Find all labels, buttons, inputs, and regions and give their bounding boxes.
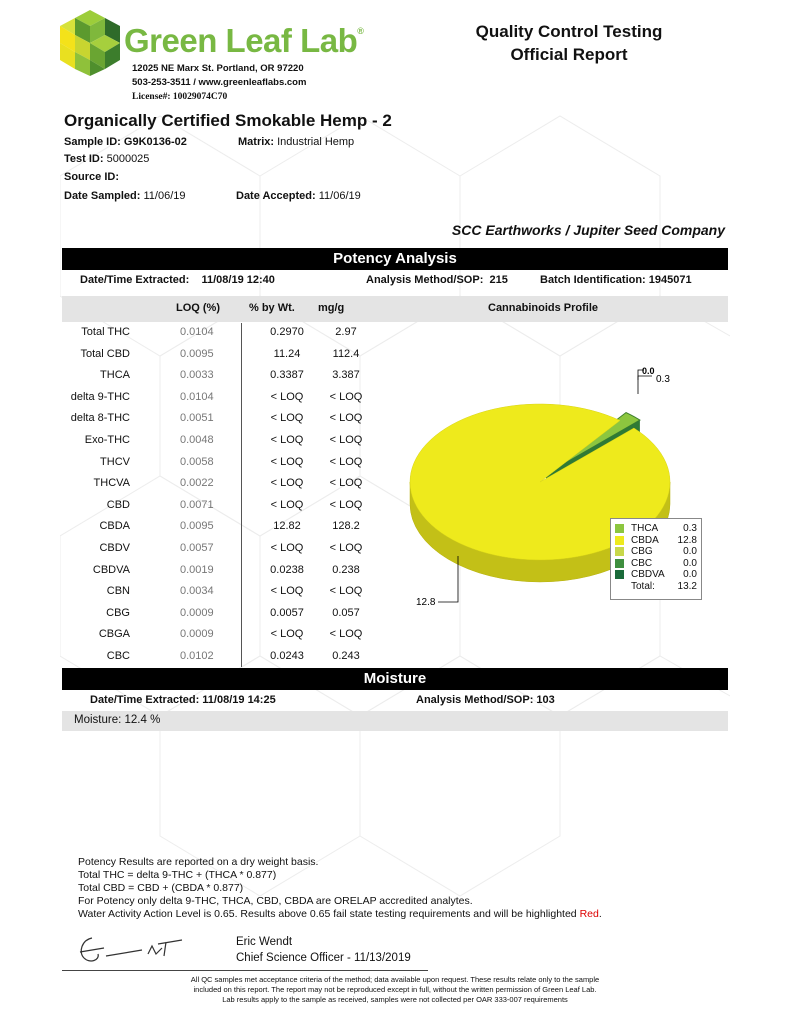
cell-name: THCV (100, 455, 130, 468)
table-row (62, 516, 362, 538)
cell-name: CBDV (99, 542, 130, 554)
date-sampled: Date Sampled: 11/06/19 (64, 190, 186, 202)
cell-mg: 0.057 (332, 606, 360, 619)
lab-address-block (132, 62, 306, 104)
legend-swatch (615, 559, 624, 568)
cell-mg: < LOQ (329, 542, 363, 554)
sample-id: Sample ID: G9K0136-02 (64, 136, 187, 148)
date-accepted: Date Accepted: 11/06/19 (236, 190, 361, 202)
cell-mg: 112.4 (332, 347, 360, 360)
cell-name: CBGA (98, 628, 130, 641)
cell-pct: < LOQ (270, 412, 304, 425)
cell-mg: < LOQ (329, 434, 363, 446)
cell-mg: 3.387 (332, 369, 360, 382)
cell-loq: 0.0071 (180, 498, 214, 511)
cell-name: Total THC (81, 326, 130, 338)
cell-name: CBDVA (92, 563, 130, 576)
cell-mg: < LOQ (329, 390, 363, 403)
cell-mg: 0.243 (332, 650, 360, 662)
legend-label: THCA (631, 523, 659, 534)
lab-contact: 503-253-3511 / www.greenleaflabs.com (132, 77, 307, 88)
legend-swatch (615, 547, 624, 556)
cell-loq: 0.0048 (180, 434, 214, 446)
cell-loq: 0.0057 (180, 542, 214, 554)
cell-pct: < LOQ (270, 542, 304, 554)
legend-value: 0.0 (683, 557, 697, 569)
cell-pct: < LOQ (270, 477, 304, 490)
cell-mg: 0.238 (332, 563, 360, 576)
table-row (62, 344, 362, 366)
moisture-section-header: Moisture (62, 668, 728, 690)
cell-mg: < LOQ (329, 585, 363, 598)
table-row (62, 495, 362, 517)
product-title: Organically Certified Smokable Hemp - 2 (64, 111, 392, 130)
green-leaf-lab-logo-icon (60, 10, 120, 76)
cell-name: CBDA (99, 520, 130, 533)
cell-loq: 0.0022 (180, 477, 214, 490)
thca-leader-line (638, 376, 652, 394)
cell-name: CBG (106, 606, 130, 619)
chart-legend (610, 518, 702, 600)
cell-loq: 0.0033 (180, 369, 214, 382)
table-row (62, 365, 362, 387)
cell-loq: 0.0034 (180, 585, 214, 598)
cell-loq: 0.0051 (180, 412, 214, 425)
moisture-result-row (62, 711, 728, 731)
legend-value: 0.3 (683, 523, 697, 534)
legend-value: 0.0 (683, 569, 697, 580)
thca-slice-label: 0.3 (656, 374, 670, 385)
cell-loq: 0.0019 (180, 563, 214, 576)
cell-pct: < LOQ (270, 585, 304, 598)
table-row (62, 603, 362, 625)
cell-pct: < LOQ (270, 390, 304, 403)
legend-label: CBG (631, 546, 653, 557)
cell-pct: < LOQ (270, 434, 304, 446)
legend-swatch (615, 570, 624, 579)
legend-item (615, 523, 701, 534)
moisture-result: Moisture: 12.4 % (74, 714, 161, 726)
cell-name: CBD (106, 498, 130, 511)
signature-line (62, 970, 428, 971)
table-row (62, 430, 362, 452)
col-mg: mg/g (318, 302, 345, 314)
table-row (62, 452, 362, 474)
cell-name: THCVA (93, 477, 130, 490)
cell-loq: 0.0095 (180, 347, 214, 360)
cell-loq: 0.0102 (180, 650, 214, 662)
moisture-extracted: Date/Time Extracted: 11/08/19 14:25 (90, 694, 276, 706)
cell-loq: 0.0058 (180, 455, 214, 468)
cell-pct: < LOQ (270, 455, 304, 468)
table-row (62, 646, 362, 668)
legend-value: 0.0 (683, 546, 697, 557)
cell-pct: 0.0243 (270, 650, 304, 662)
signer-name: Eric Wendt (236, 936, 293, 948)
report-notes: Potency Results are reported on a dry weight basis. Total THC = delta 9-THC + (THCA * 0.877) Total CBD = CBD + (CBDA * 0.877) For Potency only delta 9-THC, THCA, CBD, CBDA are ORELAP accredited analytes. Water Activity Action Level is 0.65. Results above 0.65 fail state testing requirements and will be highlighted Red. (78, 856, 602, 920)
legend-swatch (615, 524, 624, 533)
cell-name: delta 8-THC (70, 412, 130, 425)
cell-pct: < LOQ (270, 498, 304, 511)
signer-title: Chief Science Officer - 11/13/2019 (236, 952, 411, 964)
lab-address: 12025 NE Marx St. Portland, OR 97220 (132, 63, 304, 74)
signer-block (236, 934, 411, 966)
cell-pct: 0.2970 (270, 326, 304, 338)
cell-name: CBN (106, 585, 130, 598)
cell-loq: 0.0009 (180, 606, 214, 619)
cell-mg: < LOQ (329, 628, 363, 641)
table-row (62, 408, 362, 430)
cell-name: Exo-THC (84, 434, 130, 446)
moisture-method: Analysis Method/SOP: 103 (416, 694, 555, 706)
potency-section-header: Potency Analysis (62, 248, 728, 270)
brand-name: Green Leaf Lab® (124, 22, 364, 59)
legend-swatch (615, 536, 624, 545)
cell-name: THCA (100, 369, 130, 382)
client-name: SCC Earthworks / Jupiter Seed Company (451, 222, 725, 238)
legend-item (615, 546, 701, 557)
cell-pct: 0.0057 (270, 606, 304, 619)
legend-total: Total: 13.2 (631, 580, 697, 592)
cell-loq: 0.0009 (180, 628, 214, 641)
col-pct: % by Wt. (249, 302, 295, 314)
lab-license: License#: 10029074C70 (132, 92, 228, 102)
cell-mg: 2.97 (335, 326, 357, 338)
legend-item (615, 569, 701, 580)
cell-loq: 0.0104 (180, 390, 214, 403)
col-profile: Cannabinoids Profile (488, 302, 599, 314)
report-footer: All QC samples met acceptance criteria of the method; data available upon request. These results relate only to the sample included on this report. The report may not be reproduced except in full, without the written permission of Green Leaf Lab. Lab results apply to the sample as received, samples were not collected per OAR 333-007 requirements (190, 975, 600, 1004)
table-row (62, 538, 362, 560)
cell-name: Total CBD (80, 347, 130, 360)
zero-slice-labels: 0.0 (642, 366, 655, 376)
source-id: Source ID: (64, 171, 120, 183)
cell-pct: < LOQ (270, 628, 304, 641)
handwritten-signature (70, 930, 200, 970)
cell-name: delta 9-THC (70, 390, 130, 403)
table-row (62, 473, 362, 495)
table-row (62, 624, 362, 646)
cbda-slice-label: 12.8 (416, 597, 436, 608)
legend-item (615, 535, 701, 546)
table-row (62, 322, 362, 344)
potency-batch: Batch Identification: 1945071 (540, 274, 692, 286)
legend-label: CBDVA (631, 569, 665, 580)
cell-pct: 11.24 (273, 347, 301, 360)
cell-mg: 128.2 (332, 520, 360, 533)
cell-mg: < LOQ (329, 412, 363, 425)
col-loq: LOQ (%) (176, 302, 220, 314)
report-title: Quality Control Testing Official Report (475, 22, 663, 64)
cell-loq: 0.0104 (180, 326, 214, 338)
table-row (62, 560, 362, 582)
cell-pct: 0.0238 (270, 563, 304, 576)
potency-extracted: Date/Time Extracted: 11/08/19 12:40 (80, 274, 275, 286)
cell-pct: 12.82 (273, 520, 301, 533)
legend-item (615, 558, 701, 569)
matrix: Matrix: Industrial Hemp (238, 136, 355, 148)
cell-pct: 0.3387 (270, 369, 304, 382)
cell-mg: < LOQ (329, 498, 363, 511)
cell-name: CBC (106, 650, 130, 662)
cell-mg: < LOQ (329, 455, 363, 468)
cell-loq: 0.0095 (180, 520, 214, 533)
table-row (62, 387, 362, 409)
test-id: Test ID: 5000025 (64, 153, 150, 165)
potency-method: Analysis Method/SOP: 215 (366, 274, 508, 286)
table-row (62, 581, 362, 603)
cell-mg: < LOQ (329, 477, 363, 490)
potency-table-header (62, 296, 728, 322)
legend-value: 12.8 (677, 534, 697, 546)
legend-label: CBC (631, 557, 653, 569)
legend-label: CBDA (631, 534, 659, 546)
